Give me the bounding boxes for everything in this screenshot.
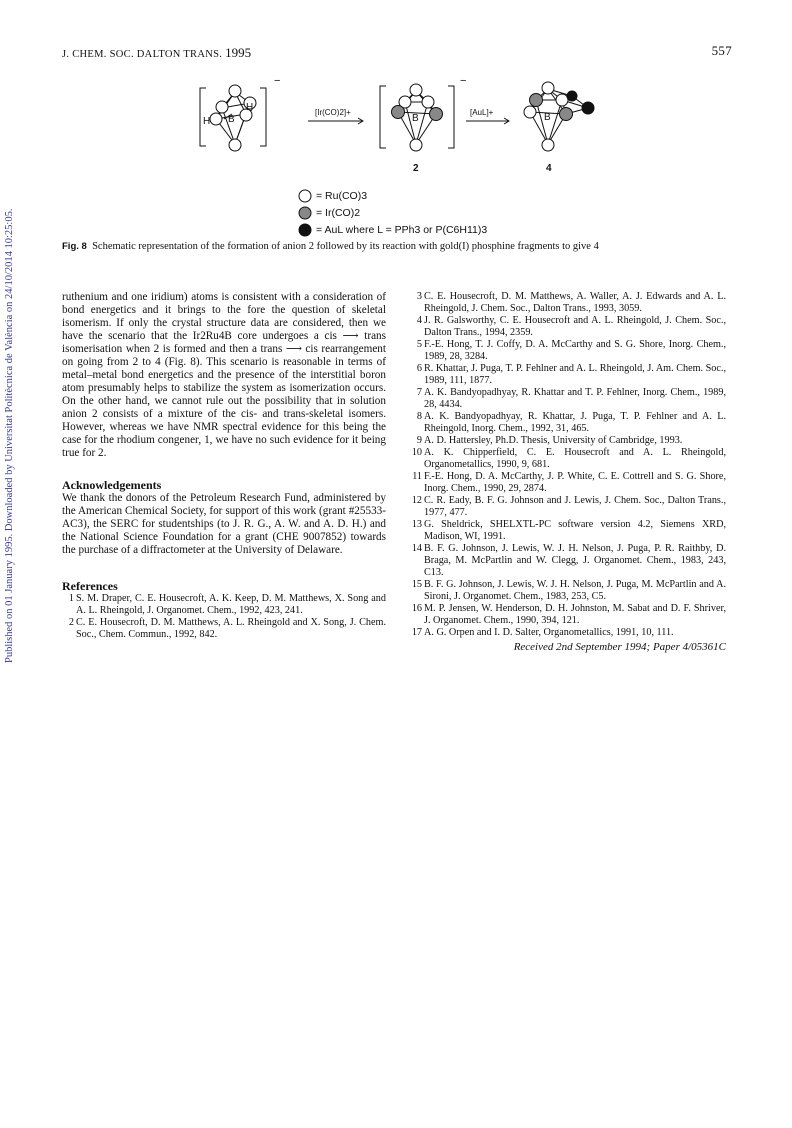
page-number: 557 <box>711 43 732 58</box>
reference-item: 5 F.-E. Hong, T. J. Coffy, D. A. McCarthy and S. G. Shore, Inorg. Chem., 1989, 28, 3284. <box>416 339 726 362</box>
boron-label-1: B <box>228 114 235 125</box>
reference-item: 8 A. K. Bandyopadhyay, R. Khattar, J. Puga, T. P. Fehlner and A. L. Rheingold, Inorg. Chem., 1992, 31, 465. <box>416 411 726 434</box>
legend-row-au: = AuL where L = PPh3 or P(C6H11)3 <box>298 221 487 238</box>
received-line: Received 2nd September 1994; Paper 4/05361C <box>513 641 726 653</box>
right-column <box>410 291 726 639</box>
reference-item: 1 S. M. Draper, C. E. Housecroft, A. K. Keep, D. M. Matthews, X. Song and A. L. Rheingold, J. Organomet. Chem., 1992, 423, 241. <box>68 593 386 616</box>
legend-row-ru: = Ru(CO)3 <box>298 187 487 204</box>
download-watermark: Published on 01 January 1995. Downloaded by Universitat Politècnica de València on 24/10/2014 10:25:05. <box>4 208 15 663</box>
bracket-right-2 <box>448 86 454 148</box>
bracket-left-2 <box>380 86 386 148</box>
boron-label-2: B <box>412 113 419 124</box>
reference-item: 3 C. E. Housecroft, D. M. Matthews, A. Waller, A. J. Edwards and A. L. Rheingold, J. Chem. Soc., Dalton Trans., 1993, 3059. <box>416 291 726 314</box>
reference-item: 13 G. Sheldrick, SHELXTL-PC software version 4.2, Siemens XRD, Madison, WI, 1991. <box>411 519 726 542</box>
hydride-label-2: H <box>203 116 211 127</box>
reference-item: 15 B. F. G. Johnson, J. Lewis, W. J. H. Nelson, J. Puga, M. McPartlin and A. Sironi, J. Organomet. Chem., 1983, 253, C5. <box>411 579 726 602</box>
body-paragraph: ruthenium and one iridium) atoms is consistent with a consideration of bond energetics and it brings to the fore the question of skeletal isomerism. If only the crystal structure data are considered, then we have the scenario that the Ir2Ru4B core undergoes a cis ⟶ trans isomerisation when 2 is formed and then a trans ⟶ cis rearrangement on going from 2 to 4 (Fig. 8). This scenario is reasonable in terms of metal–metal bond energetics and the presence of the interstitial boron atom presumably helps to stabilize the system as isomerization occurs. On the other hand, we cannot rule out the possibility that in solution anion 2 consists of a mixture of the cis- and trans-skeletal isomers. However, whereas we have NMR spectral evidence for this being the case for the rhodium congener, 1, we have no such evidence for it being true for 2. <box>62 291 386 459</box>
shaded-circle-icon <box>298 206 312 220</box>
reference-item: 17 A. G. Orpen and I. D. Salter, Organometallics, 1991, 10, 111. <box>411 627 674 638</box>
hydride-label-1: H <box>246 102 254 113</box>
legend-row-ir: = Ir(CO)2 <box>298 204 487 221</box>
scheme-legend <box>298 187 487 238</box>
reference-item: 14 B. F. G. Johnson, J. Lewis, W. J. H. Nelson, J. Puga, P. R. Raithby, D. Braga, M. McPartlin and W. Clegg, J. Organomet. Chem., 1983, 243, C13. <box>411 543 726 578</box>
bracket-right-1 <box>260 88 266 146</box>
acknowledgements-heading: Acknowledgements <box>62 478 162 492</box>
arrow-2-label: [AuL]+ <box>470 108 494 117</box>
journal-year: 1995 <box>225 45 252 60</box>
reference-item: 4 J. R. Galsworthy, C. E. Housecroft and A. L. Rheingold, J. Chem. Soc., Dalton Trans., 1994, 2359. <box>416 315 726 338</box>
arrow-1-label: [Ir(CO)2]+ <box>315 108 351 117</box>
compound-4-label: 4 <box>546 163 552 174</box>
reference-item: 11 F.-E. Hong, D. A. McCarthy, J. P. White, C. E. Cottrell and S. G. Shore, Inorg. Chem., 1990, 29, 2874. <box>412 471 726 494</box>
cluster-4 <box>524 82 594 151</box>
left-column <box>62 291 386 641</box>
reference-item: 9 A. D. Hattersley, Ph.D. Thesis, University of Cambridge, 1993. <box>416 435 683 446</box>
charge-1: − <box>274 75 281 87</box>
figure-caption-text: Schematic representation of the formation of anion 2 followed by its reaction with gold(I) phosphine fragments to give 4 <box>92 241 599 252</box>
journal-name: J. CHEM. SOC. DALTON TRANS. 1995 <box>62 45 252 60</box>
reference-item: 2 C. E. Housecroft, D. M. Matthews, A. L. Rheingold and X. Song, J. Chem. Soc., Chem. Commun., 1992, 842. <box>68 617 386 640</box>
figure-label: Fig. 8 <box>62 241 87 252</box>
figure-caption <box>62 241 742 252</box>
reference-item: 16 M. P. Jensen, W. Henderson, D. H. Johnston, M. Sabat and D. F. Shriver, J. Organomet. Chem., 1990, 394, 121. <box>411 603 726 626</box>
filled-circle-icon <box>298 223 312 237</box>
compound-2-label: 2 <box>413 163 419 174</box>
reference-item: 12 C. R. Eady, B. F. G. Johnson and J. Lewis, J. Chem. Soc., Dalton Trans., 1977, 477. <box>411 495 726 518</box>
boron-label-3: B <box>544 112 551 123</box>
reference-item: 6 R. Khattar, J. Puga, T. P. Fehlner and A. L. Rheingold, J. Am. Chem. Soc., 1989, 111, 1877. <box>416 363 726 386</box>
reference-item: 10 A. K. Chipperfield, C. E. Housecroft and A. L. Rheingold, Organometallics, 1990, 9, 681. <box>411 447 726 470</box>
reaction-scheme <box>190 74 620 184</box>
acknowledgements-text: We thank the donors of the Petroleum Research Fund, administered by the American Chemical Society, for support of this work (grant #25533-AC3), the SERC for studentships (to J. R. G., A. W. and A. D. H.) and the National Science Foundation for a grant (CHE 9007852) towards the purchase of a diffractometer at the University of Delaware. <box>62 492 386 556</box>
open-circle-icon <box>298 189 312 203</box>
reference-item: 7 A. K. Bandyopadhyay, R. Khattar and T. P. Fehlner, Inorg. Chem., 1989, 28, 4434. <box>416 387 726 410</box>
running-header <box>62 45 732 61</box>
references-heading: References <box>62 579 118 593</box>
charge-2: − <box>460 75 467 87</box>
